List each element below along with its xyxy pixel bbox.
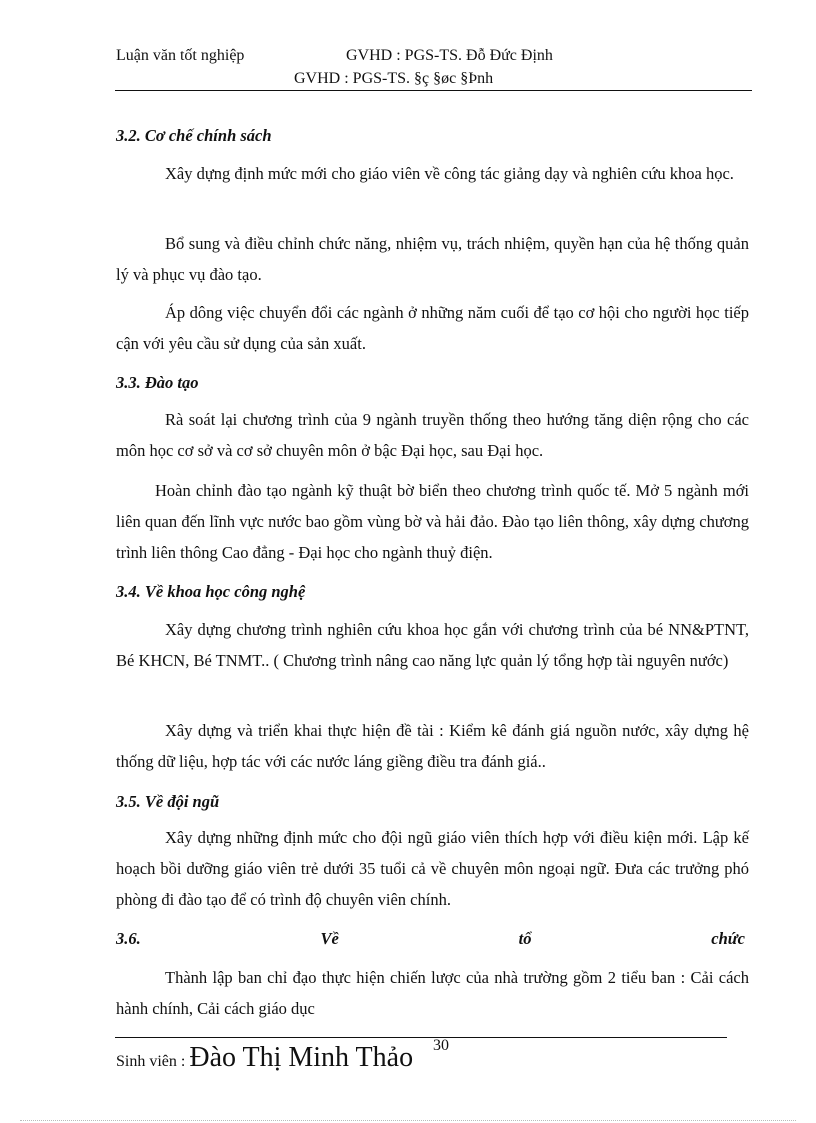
student-name: Đào Thị Minh Thảo	[189, 1042, 414, 1073]
paragraph: Áp dông việc chuyển đổi các ngành ở những năm cuối để tạo cơ hội cho người học tiếp cận với yêu cầu sử dụng của sản xuất.	[116, 303, 749, 353]
footer-student	[116, 1042, 413, 1074]
section-heading-3-2: 3.2. Cơ chế chính sách	[116, 126, 272, 145]
heading-part: Về	[320, 929, 339, 948]
paragraph: Xây dựng và triển khai thực hiện đề tài : Kiểm kê đánh giá nguồn nước, xây dựng hệ thống dữ liệu, hợp tác với các nước láng giềng điều tra đánh giá..	[116, 721, 749, 771]
header-rule	[115, 90, 752, 91]
heading-part: tổ	[518, 929, 532, 948]
paragraph: Rà soát lại chương trình của 9 ngành truyền thống theo hướng tăng diện rộng cho các môn học cơ sở và cơ sở chuyên môn ở bậc Đại học, sau Đại học.	[116, 410, 749, 460]
paragraph: Xây dựng định mức mới cho giáo viên về công tác giảng dạy và nghiên cứu khoa học.	[165, 164, 734, 183]
header-advisor-garbled: GVHD : PGS-TS. §ç §øc §Þnh	[294, 70, 494, 87]
section-heading-3-6	[116, 929, 745, 949]
footer-rule	[115, 1037, 727, 1038]
page-number: 30	[433, 1037, 449, 1054]
paragraph: Xây dựng chương trình nghiên cứu khoa học gắn với chương trình của bé NN&PTNT, Bé KHCN, Bé TNMT.. ( Chương trình nâng cao năng lực quản lý tổng hợp tài nguyên nước)	[116, 620, 749, 670]
page-bottom-dotted-rule	[20, 1120, 796, 1121]
section-heading-3-5: 3.5. Về đội ngũ	[116, 792, 220, 811]
heading-part: 3.6.	[116, 929, 141, 948]
heading-part: chức	[711, 929, 745, 948]
student-label: Sinh viên :	[116, 1053, 186, 1070]
paragraph: Thành lập ban chỉ đạo thực hiện chiến lược của nhà trường gồm 2 tiểu ban : Cải cách hành chính, Cải cách giáo dục	[116, 968, 749, 1018]
paragraph: Xây dựng những định mức cho đội ngũ giáo viên thích hợp với điều kiện mới. Lập kế hoạch bồi dưỡng giáo viên trẻ dưới 35 tuổi cả về chuyên môn ngoại ngữ. Đưa các trưởng phó phòng đi đào tạo để có trình độ chuyên viên chính.	[116, 828, 749, 909]
paragraph: Bổ sung và điều chỉnh chức năng, nhiệm vụ, trách nhiệm, quyền hạn của hệ thống quản lý và phục vụ đào tạo.	[116, 234, 749, 284]
section-heading-3-4: 3.4. Về khoa học công nghệ	[116, 582, 306, 601]
section-heading-3-3: 3.3. Đào tạo	[116, 373, 199, 392]
paragraph: Hoàn chỉnh đào tạo ngành kỹ thuật bờ biển theo chương trình quốc tế. Mở 5 ngành mới liên quan đến lĩnh vực nước bao gồm vùng bờ và hải đảo. Đào tạo liên thông, xây dựng chương trình liên thông Cao đẳng - Đại học cho ngành thuỷ điện.	[116, 481, 749, 562]
header-left: Luận văn tốt nghiệp	[116, 47, 245, 64]
header-advisor: GVHD : PGS-TS. Đỗ Đức Định	[346, 47, 553, 64]
